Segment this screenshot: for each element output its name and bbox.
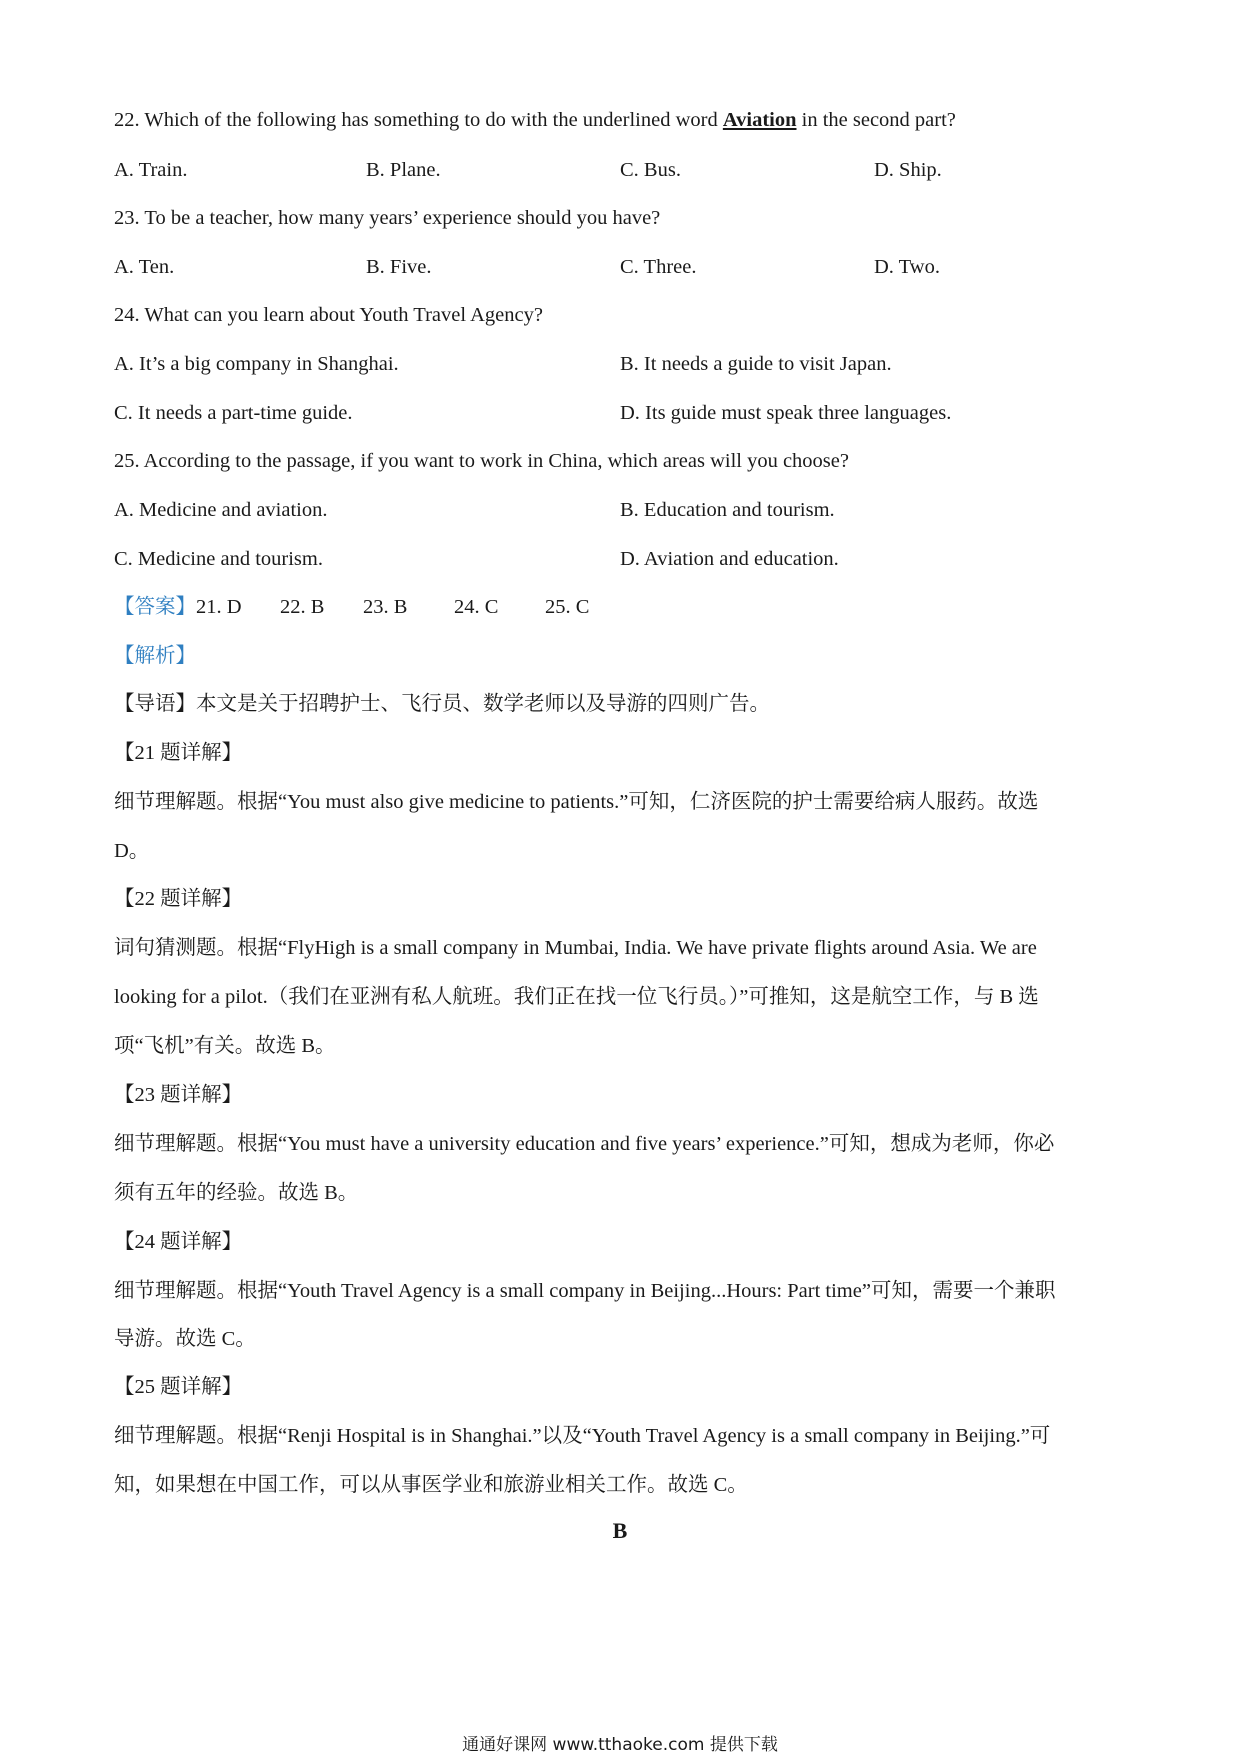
answer-item: 24. C — [454, 596, 499, 618]
detail-21-line: 细节理解题。根据“You must also give medicine to patients.”可知，仁济医院的护士需要给病人服药。故选 — [114, 791, 1039, 813]
detail-21-line: D。 — [114, 840, 150, 862]
q22-option-b: B. Plane. — [366, 159, 441, 181]
question-22-text-before: 22. Which of the following has something to do with the underlined word — [114, 109, 723, 131]
answer-item: 23. B — [363, 596, 408, 618]
q23-option-d: D. Two. — [874, 256, 940, 278]
detail-23-title: 【23 题详解】 — [114, 1084, 243, 1106]
detail-22-line: looking for a pilot.（我们在亚洲有私人航班。我们正在找一位飞行员。）”可推知，这是航空工作，与 B 选 — [114, 986, 1039, 1008]
detail-24-title: 【24 题详解】 — [114, 1231, 243, 1253]
detail-24-line: 细节理解题。根据“Youth Travel Agency is a small company in Beijing...Hours: Part time”可知，需要一个兼职 — [114, 1280, 1056, 1302]
question-22-text-after: in the second part? — [796, 109, 956, 131]
detail-23-line: 细节理解题。根据“You must have a university education and five years’ experience.”可知，想成为老师，你必 — [114, 1133, 1055, 1155]
guide-text: 【导语】本文是关于招聘护士、飞行员、数学老师以及导游的四则广告。 — [114, 693, 770, 715]
q25-option-b: B. Education and tourism. — [620, 499, 835, 521]
question-22-stem — [114, 106, 956, 134]
answer-item: 21. D — [196, 596, 242, 618]
question-23-stem: 23. To be a teacher, how many years’ experience should you have? — [114, 207, 661, 229]
q24-option-b: B. It needs a guide to visit Japan. — [620, 353, 892, 375]
detail-25-title: 【25 题详解】 — [114, 1376, 243, 1398]
detail-21-title: 【21 题详解】 — [114, 742, 243, 764]
q22-option-c: C. Bus. — [620, 159, 681, 181]
detail-22-line: 词句猜测题。根据“FlyHigh is a small company in Mumbai, India. We have private flights around Asia. We are — [114, 937, 1037, 959]
question-24-stem: 24. What can you learn about Youth Travel Agency? — [114, 304, 543, 326]
detail-22-line: 项“飞机”有关。故选 B。 — [114, 1035, 336, 1057]
q23-option-b: B. Five. — [366, 256, 432, 278]
q22-option-d: D. Ship. — [874, 159, 942, 181]
answer-label: 【答案】 — [114, 596, 196, 618]
q24-option-a: A. It’s a big company in Shanghai. — [114, 353, 399, 375]
detail-22-title: 【22 题详解】 — [114, 888, 243, 910]
q24-option-d: D. Its guide must speak three languages. — [620, 402, 952, 424]
answer-item: 25. C — [545, 596, 590, 618]
q24-option-c: C. It needs a part-time guide. — [114, 402, 353, 424]
question-25-stem: 25. According to the passage, if you want to work in China, which areas will you choose? — [114, 450, 849, 472]
section-heading: B — [612, 1518, 628, 1543]
q25-option-d: D. Aviation and education. — [620, 548, 839, 570]
answer-line — [114, 593, 589, 621]
detail-23-line: 须有五年的经验。故选 B。 — [114, 1182, 359, 1204]
detail-25-line: 知，如果想在中国工作，可以从事医学业和旅游业相关工作。故选 C。 — [114, 1474, 748, 1496]
q22-option-a: A. Train. — [114, 159, 188, 181]
footer-watermark: 通通好课网 www.tthaoke.com 提供下载 — [462, 1735, 778, 1755]
detail-25-line: 细节理解题。根据“Renji Hospital is in Shanghai.”以及“Youth Travel Agency is a small company in Beijing.”可 — [114, 1425, 1051, 1447]
q23-option-a: A. Ten. — [114, 256, 175, 278]
underlined-word: Aviation — [722, 109, 797, 131]
detail-24-line: 导游。故选 C。 — [114, 1328, 256, 1350]
q25-option-a: A. Medicine and aviation. — [114, 499, 328, 521]
answer-item: 22. B — [280, 596, 325, 618]
q23-option-c: C. Three. — [620, 256, 697, 278]
q25-option-c: C. Medicine and tourism. — [114, 548, 323, 570]
analysis-label: 【解析】 — [114, 645, 196, 667]
